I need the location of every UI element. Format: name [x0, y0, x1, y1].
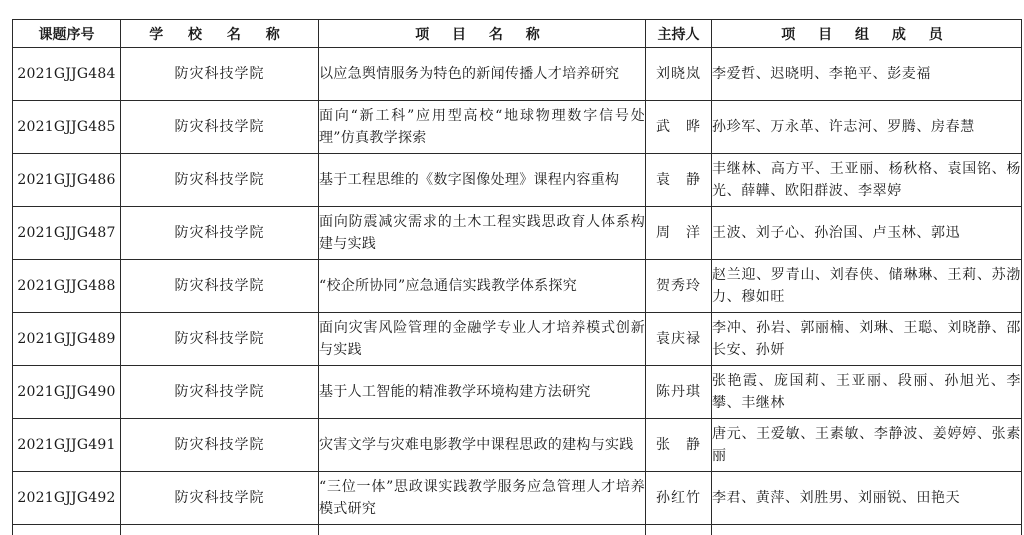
row-host: 贺秀玲 [646, 260, 712, 313]
header-school: 学 校 名 称 [121, 20, 319, 48]
row-members: 李冲、孙岩、郭丽楠、刘琳、王聪、刘晓静、邵长安、孙妍 [712, 313, 1022, 366]
table-row [13, 48, 1022, 101]
row-members: 唐元、王爱敏、王素敏、李静波、姜婷婷、张素丽 [712, 419, 1022, 472]
row-host: 刘晓岚 [646, 48, 712, 101]
table-row [13, 260, 1022, 313]
row-title: 以应急舆情服务为特色的新闻传播人才培养研究 [319, 48, 646, 101]
row-school: 防灾科技学院 [121, 366, 319, 419]
row-code: 2021GJJG486 [13, 154, 121, 207]
project-table [12, 19, 1022, 535]
row-code: 2021GJJG491 [13, 419, 121, 472]
row-title: “校企所协同”应急通信实践教学体系探究 [319, 260, 646, 313]
table-row-cut-off [13, 525, 1022, 535]
row-title: 基于人工智能的精准教学环境构建方法研究 [319, 366, 646, 419]
row-host: 周 洋 [646, 207, 712, 260]
row-title: 面向灾害风险管理的金融学专业人才培养模式创新与实践 [319, 313, 646, 366]
row-title: 基于工程思维的《数字图像处理》课程内容重构 [319, 154, 646, 207]
row-school: 防灾科技学院 [121, 313, 319, 366]
table-row [13, 101, 1022, 154]
row-members: 李爱哲、迟晓明、李艳平、彭麦福 [712, 48, 1022, 101]
row-members: 王波、刘子心、孙治国、卢玉林、郭迅 [712, 207, 1022, 260]
row-members: 张艳霞、庞国莉、王亚丽、段丽、孙旭光、李攀、丰继林 [712, 366, 1022, 419]
row-host: 袁 静 [646, 154, 712, 207]
row-title: 面向“新工科”应用型高校“地球物理数字信号处理”仿真教学探索 [319, 101, 646, 154]
row-school: 防灾科技学院 [121, 48, 319, 101]
empty-cell [319, 525, 646, 535]
row-host: 孙红竹 [646, 472, 712, 525]
row-host: 陈丹琪 [646, 366, 712, 419]
row-code: 2021GJJG485 [13, 101, 121, 154]
row-members: 李君、黄萍、刘胜男、刘丽锐、田艳天 [712, 472, 1022, 525]
table-row [13, 472, 1022, 525]
row-title: “三位一体”思政课实践教学服务应急管理人才培养模式研究 [319, 472, 646, 525]
header-host: 主持人 [646, 20, 712, 48]
row-code: 2021GJJG489 [13, 313, 121, 366]
empty-cell [121, 525, 319, 535]
table-header-row [13, 20, 1022, 48]
row-school: 防灾科技学院 [121, 207, 319, 260]
empty-cell [13, 525, 121, 535]
row-members: 孙珍军、万永革、许志河、罗腾、房春慧 [712, 101, 1022, 154]
row-code: 2021GJJG487 [13, 207, 121, 260]
empty-cell [646, 525, 712, 535]
empty-cell [712, 525, 1022, 535]
header-code: 课题序号 [13, 20, 121, 48]
row-code: 2021GJJG488 [13, 260, 121, 313]
row-host: 袁庆禄 [646, 313, 712, 366]
row-title: 面向防震减灾需求的土木工程实践思政育人体系构建与实践 [319, 207, 646, 260]
row-members: 丰继林、高方平、王亚丽、杨秋格、袁国铭、杨光、薛韡、欧阳群波、李翠婷 [712, 154, 1022, 207]
header-title: 项 目 名 称 [319, 20, 646, 48]
row-members: 赵兰迎、罗青山、刘春侠、储琳琳、王莉、苏渤力、穆如旺 [712, 260, 1022, 313]
table-row [13, 366, 1022, 419]
row-host: 武 晔 [646, 101, 712, 154]
row-school: 防灾科技学院 [121, 260, 319, 313]
row-school: 防灾科技学院 [121, 101, 319, 154]
row-host: 张 静 [646, 419, 712, 472]
table-row [13, 419, 1022, 472]
table-row [13, 154, 1022, 207]
row-school: 防灾科技学院 [121, 154, 319, 207]
row-code: 2021GJJG492 [13, 472, 121, 525]
row-school: 防灾科技学院 [121, 419, 319, 472]
row-code: 2021GJJG484 [13, 48, 121, 101]
row-code: 2021GJJG490 [13, 366, 121, 419]
row-school: 防灾科技学院 [121, 472, 319, 525]
row-title: 灾害文学与灾难电影教学中课程思政的建构与实践 [319, 419, 646, 472]
header-members: 项 目 组 成 员 [712, 20, 1022, 48]
table-row [13, 313, 1022, 366]
table-row [13, 207, 1022, 260]
